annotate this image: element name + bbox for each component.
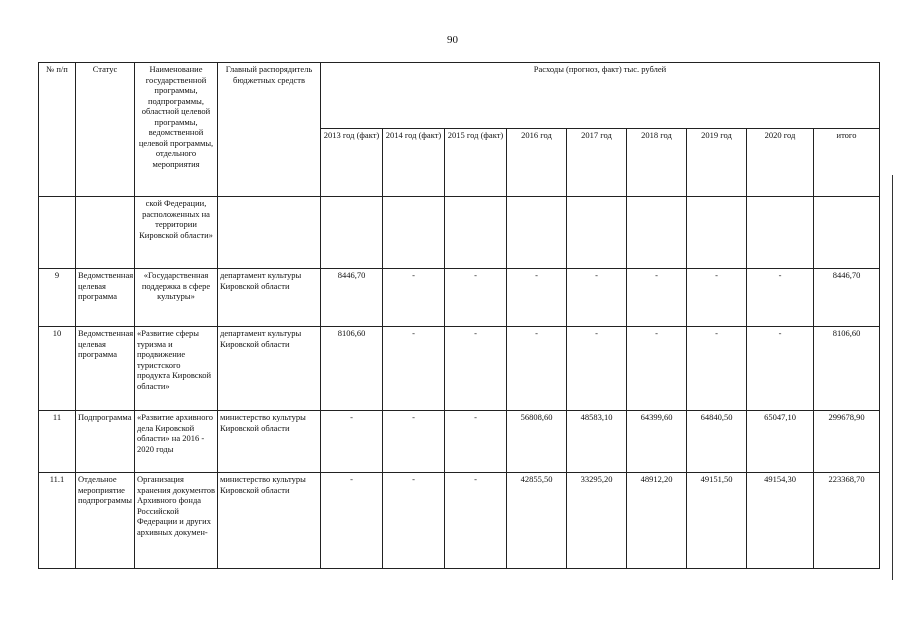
- row-manager: министерство культуры Кировской области: [218, 411, 321, 473]
- row-name: «Развитие архивного дела Кировской области» на 2016 - 2020 годы: [135, 411, 218, 473]
- row-value: -: [445, 269, 507, 327]
- row-status: Отдельное мероприятие подпрограммы: [76, 473, 135, 569]
- row-value: -: [321, 473, 383, 569]
- row-value: -: [507, 327, 567, 411]
- row-value: 49151,50: [687, 473, 747, 569]
- row-value: -: [321, 411, 383, 473]
- table-row: [39, 269, 880, 327]
- budget-table: [38, 62, 880, 569]
- row-manager: департамент культуры Кировской области: [218, 327, 321, 411]
- row-value: -: [687, 327, 747, 411]
- row-manager: министерство культуры Кировской области: [218, 473, 321, 569]
- row-value: 49154,30: [747, 473, 814, 569]
- table-row: [39, 473, 880, 569]
- row-value: -: [445, 473, 507, 569]
- row-value: 64399,60: [627, 411, 687, 473]
- header-expenses: Расходы (прогноз, факт) тыс. рублей: [321, 63, 880, 129]
- row-value: -: [383, 269, 445, 327]
- row-name: Организация хранения документов Архивного фонда Российской Федерации и других архивных докумен-: [135, 473, 218, 569]
- row-status: Ведомственная целевая программа: [76, 269, 135, 327]
- row-value: -: [383, 473, 445, 569]
- page-number: 90: [447, 34, 458, 46]
- header-year: 2018 год: [627, 129, 687, 197]
- header-manager: Главный распорядитель бюджетных средств: [218, 63, 321, 197]
- row-value: -: [627, 269, 687, 327]
- row-num: 9: [39, 269, 76, 327]
- header-status: Статус: [76, 63, 135, 197]
- row-value: -: [747, 269, 814, 327]
- row-value: -: [445, 327, 507, 411]
- header-total: итого: [814, 129, 880, 197]
- row-total: 299678,90: [814, 411, 880, 473]
- row-value: 8446,70: [321, 269, 383, 327]
- row-total: 8106,60: [814, 327, 880, 411]
- header-year: 2013 год (факт): [321, 129, 383, 197]
- margin-rule: [892, 175, 893, 580]
- row-value: 64840,50: [687, 411, 747, 473]
- row-value: 33295,20: [567, 473, 627, 569]
- header-year: 2019 год: [687, 129, 747, 197]
- header-year: 2016 год: [507, 129, 567, 197]
- header-year: 2017 год: [567, 129, 627, 197]
- row-value: -: [747, 327, 814, 411]
- row-name: «Развитие сферы туризма и продвижение туристского продукта Кировской области»: [135, 327, 218, 411]
- row-value: 65047,10: [747, 411, 814, 473]
- row-value: -: [627, 327, 687, 411]
- row-value: -: [445, 411, 507, 473]
- row-value: -: [687, 269, 747, 327]
- row-manager: департамент культуры Кировской области: [218, 269, 321, 327]
- row-value: 48912,20: [627, 473, 687, 569]
- row-value: 42855,50: [507, 473, 567, 569]
- header-year: 2020 год: [747, 129, 814, 197]
- row-total: 223368,70: [814, 473, 880, 569]
- row-value: -: [383, 327, 445, 411]
- row-name: «Государственная поддержка в сфере культуры»: [135, 269, 218, 327]
- row-value: -: [567, 327, 627, 411]
- header-num: № п/п: [39, 63, 76, 197]
- row-num: 11.1: [39, 473, 76, 569]
- row-value: 56808,60: [507, 411, 567, 473]
- row-value: 8106,60: [321, 327, 383, 411]
- row-total: 8446,70: [814, 269, 880, 327]
- row-value: -: [567, 269, 627, 327]
- header-name: Наименование государственной программы, подпрограммы, областной целевой программы, ведомственной целевой программы, отдельного мероприятия: [135, 63, 218, 197]
- header-year: 2015 год (факт): [445, 129, 507, 197]
- row-value: 48583,10: [567, 411, 627, 473]
- row-status: Ведомственная целевая программа: [76, 327, 135, 411]
- continuation-name: ской Федерации, расположенных на территории Кировской области»: [135, 197, 218, 269]
- continuation-row: [39, 197, 880, 269]
- header-year: 2014 год (факт): [383, 129, 445, 197]
- table-row: [39, 411, 880, 473]
- table-row: [39, 327, 880, 411]
- row-num: 11: [39, 411, 76, 473]
- row-value: -: [507, 269, 567, 327]
- row-value: -: [383, 411, 445, 473]
- row-status: Подпрограмма: [76, 411, 135, 473]
- row-num: 10: [39, 327, 76, 411]
- header-row: [39, 63, 880, 129]
